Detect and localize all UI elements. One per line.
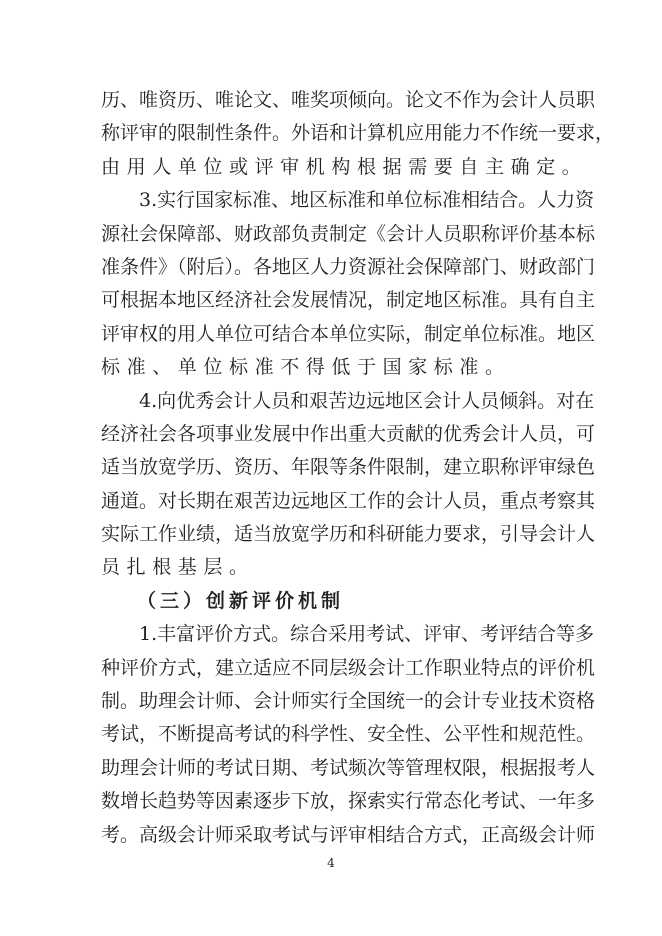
- text-line: 员扎根基层。: [101, 556, 255, 579]
- text-line: 考试，不断提高考试的科学性、安全性、公平性和规范性。: [101, 723, 596, 746]
- text-line: 评审权的用人单位可结合本单位实际，制定单位标准。地区: [101, 322, 596, 345]
- text-line: 标准、单位标准不得低于国家标准。: [101, 356, 511, 379]
- text-line: 考。高级会计师采取考试与评审相结合方式，正高级会计师: [101, 823, 596, 846]
- page-number: 4: [327, 856, 335, 870]
- text-line: 实际工作业绩，适当放宽学历和科研能力要求，引导会计人: [101, 523, 596, 546]
- text-line: 适当放宽学历、资历、年限等条件限制，建立职称评审绿色: [101, 456, 596, 479]
- text-line: 1.丰富评价方式。综合采用考试、评审、考评结合等多: [139, 623, 595, 646]
- text-line: 经济社会各项事业发展中作出重大贡献的优秀会计人员，可: [101, 422, 596, 445]
- paragraph: [101, 84, 615, 184]
- text-line: 由用人单位或评审机构根据需要自主确定。: [101, 155, 588, 178]
- paragraph: [101, 385, 596, 585]
- document-body: [101, 84, 615, 852]
- text-line: 源社会保障部、财政部负责制定《会计人员职称评价基本标: [101, 222, 596, 245]
- heading-text: （三）创新评价机制: [137, 589, 345, 612]
- text-line: 通道。对长期在艰苦边远地区工作的会计人员，重点考察其: [101, 489, 596, 512]
- text-line: 数增长趋势等因素逐步下放，探索实行常态化考试、一年多: [101, 790, 596, 813]
- text-line: 3.实行国家标准、地区标准和单位标准相结合。人力资: [139, 189, 595, 212]
- paragraph: [101, 184, 596, 384]
- text-line: 称评审的限制性条件。外语和计算机应用能力不作统一要求，: [101, 122, 615, 145]
- text-line: 4.向优秀会计人员和艰苦边远地区会计人员倾斜。对在: [139, 389, 595, 412]
- text-line: 助理会计师的考试日期、考试频次等管理权限，根据报考人: [101, 756, 596, 779]
- text-line: 制。助理会计师、会计师实行全国统一的会计专业技术资格: [101, 690, 596, 713]
- text-line: 种评价方式，建立适应不同层级会计工作职业特点的评价机: [101, 656, 596, 679]
- paragraph: [101, 618, 596, 852]
- text-line: 准条件》（附后）。各地区人力资源社会保障部门、财政部门: [101, 255, 596, 278]
- section-heading: [101, 585, 561, 618]
- text-line: 可根据本地区经济社会发展情况，制定地区标准。具有自主: [101, 289, 596, 312]
- text-line: 历、唯资历、唯论文、唯奖项倾向。论文不作为会计人员职: [101, 89, 596, 111]
